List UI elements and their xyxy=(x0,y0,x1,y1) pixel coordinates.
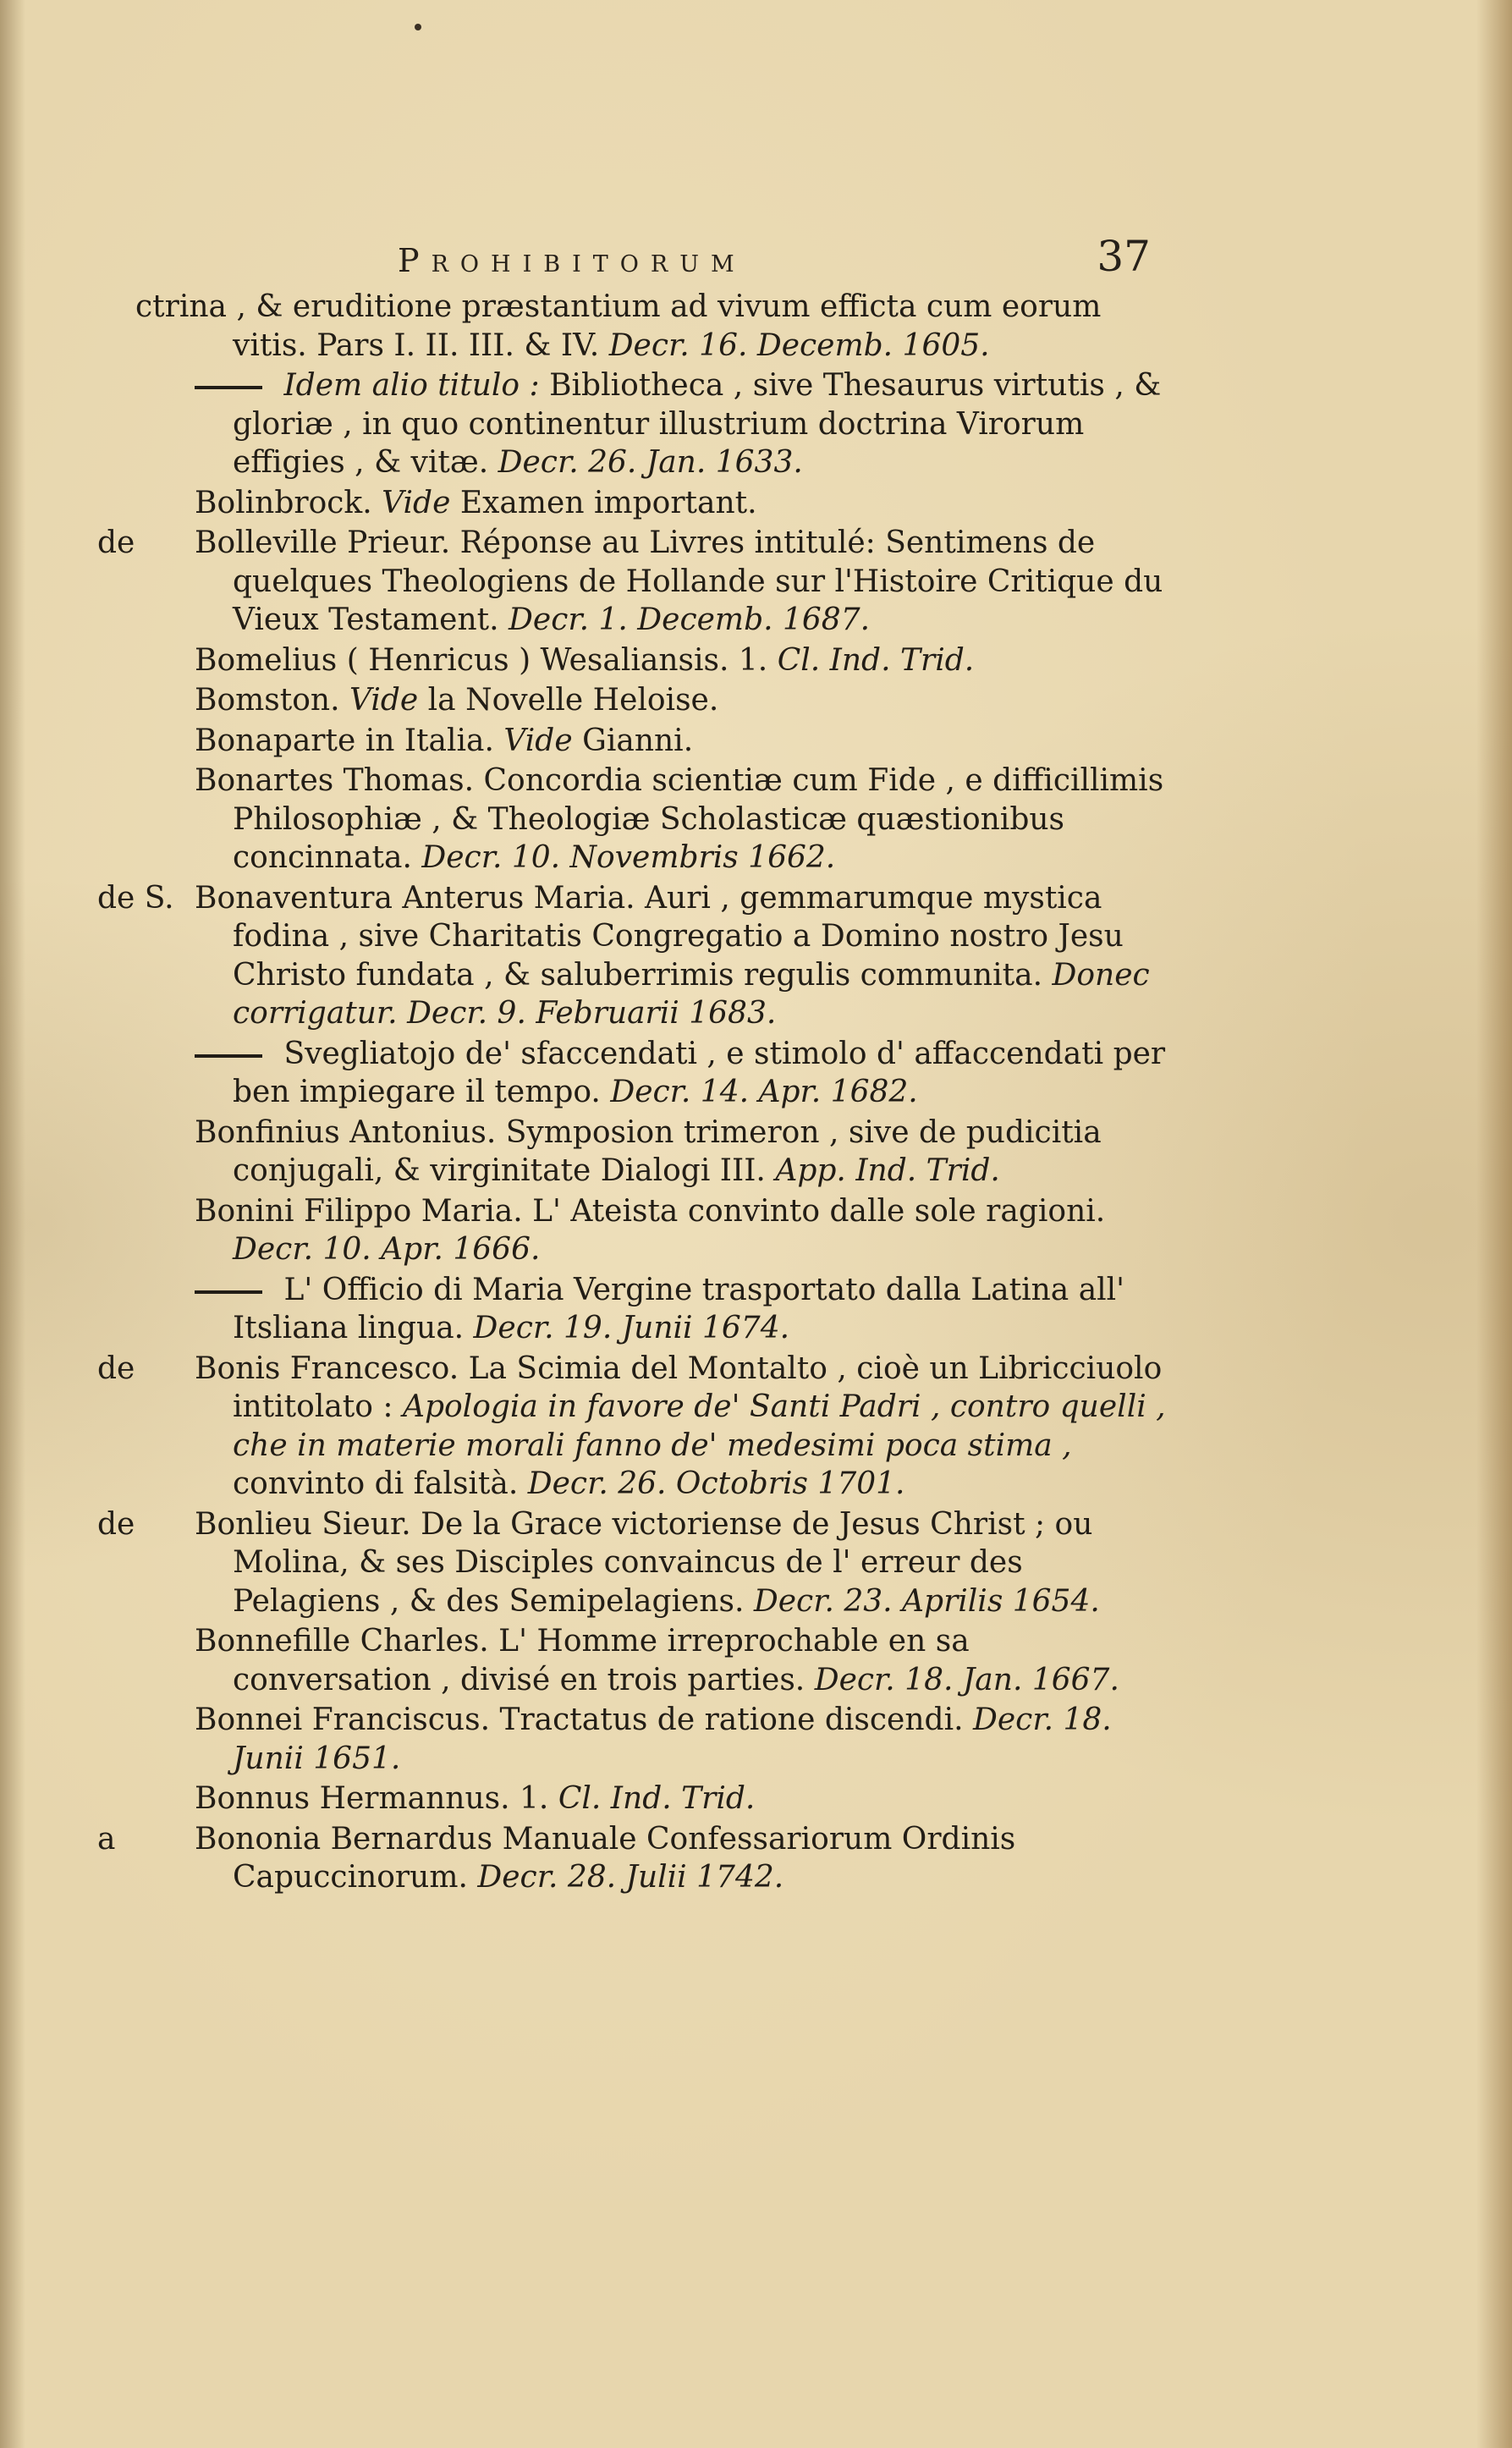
index-entry xyxy=(135,366,1176,482)
page-number: 37 xyxy=(1097,232,1151,281)
entry-prefix: de S. xyxy=(97,880,174,916)
entry-italic-text: Vide xyxy=(382,485,451,520)
entry-text: Bononia Bernardus Manuale Confessariorum Ordinis Capuccinorum. xyxy=(195,1821,1016,1895)
entry-text: L' Officio di Maria Vergine trasportato dalla Latina all' Itsliana lingua. xyxy=(233,1272,1125,1345)
ink-speck xyxy=(415,24,421,30)
entry-italic-text: Vide xyxy=(349,683,419,718)
entry-decree: Decr. 16. Decemb. 1605. xyxy=(608,327,990,363)
index-entry xyxy=(135,1271,1176,1348)
entry-decree: Decr. 19. Junii 1674. xyxy=(473,1311,790,1345)
index-entry xyxy=(135,1114,1176,1191)
entry-italic-text: Apologia in favore de' Santi Padri , contro quelli , che in materie morali fanno de' medesimi poca stima , xyxy=(233,1389,1166,1463)
entry-italic-text: Vide xyxy=(503,723,573,758)
entry-text: Bonnefille Charles. L' Homme irreprochable en sa conversation , divisé en trois parties. xyxy=(195,1624,970,1697)
index-entry xyxy=(97,1350,1176,1504)
entry-text: Bonnus Hermannus. 1. xyxy=(195,1781,549,1816)
index-entry xyxy=(135,641,1176,680)
entry-text: Bonis Francesco. La Scimia del Montalto , cioè un Libricciuolo intitolato : xyxy=(195,1351,1163,1424)
index-entry xyxy=(135,1192,1176,1269)
entry-text: Bonlieu Sieur. De la Grace victoriense de Jesus Christ ; ou Molina, & ses Disciples convaincus de l' erreur des Pelagiens , & des Semipelagiens. xyxy=(195,1506,1093,1619)
page-shadow-left xyxy=(0,0,25,2448)
index-entries xyxy=(97,288,1176,1899)
index-entry xyxy=(97,1505,1176,1621)
entry-text: Bomelius ( Henricus ) Wesaliansis. 1. xyxy=(195,642,768,678)
entry-text-2: Gianni. xyxy=(582,723,694,758)
entry-decree: Donec corrigatur. Decr. 9. Februarii 1683. xyxy=(233,957,1150,1031)
page-shadow-right xyxy=(1476,0,1512,2448)
entry-text: Bonartes Thomas. Concordia scientiæ cum Fide , e difficillimis Philosophiæ , & Theologiæ Scholasticæ quæstionibus concinnata. xyxy=(195,763,1164,875)
entry-text: Bonnei Franciscus. Tractatus de ratione discendi. xyxy=(195,1703,964,1737)
entry-text: Bonaventura Anterus Maria. Auri , gemmarumque mystica fodina , sive Charitatis Congregatio a Domino nostro Jesu Christo fundata , & saluberrimis regulis communita. xyxy=(195,880,1124,993)
entry-text: Bolinbrock. xyxy=(195,485,372,520)
entry-text-2: la Novelle Heloise. xyxy=(427,683,719,718)
index-entry xyxy=(97,524,1176,640)
entry-text: Svegliatojo de' sfaccendati , e stimolo d' affaccendati per ben impiegare il tempo. xyxy=(233,1036,1166,1109)
entry-text-2: convinto di falsità. xyxy=(233,1466,519,1501)
index-entry xyxy=(135,1622,1176,1699)
index-entry xyxy=(135,288,1176,365)
entry-prefix: de xyxy=(97,525,135,560)
entry-decree: Decr. 18. Junii 1651. xyxy=(233,1703,1112,1776)
entry-decree: Decr. 14. Apr. 1682. xyxy=(610,1075,918,1109)
entry-text: Bonini Filippo Maria. L' Ateista convinto dalle sole ragioni. xyxy=(195,1193,1106,1229)
entry-prefix: a xyxy=(97,1821,116,1857)
entry-decree: Decr. 18. Jan. 1667. xyxy=(814,1662,1119,1697)
entry-decree: Decr. 26. Jan. 1633. xyxy=(498,445,803,480)
index-entry xyxy=(97,879,1176,1033)
entry-text: Bibliotheca , sive Thesaurus virtutis , & gloriæ , in quo continentur illustrium doctrina Virorum effigies , & vitæ. xyxy=(233,368,1162,480)
entry-text: ctrina , & eruditione præstantium ad vivum efficta cum eorum vitis. Pars I. II. III. & IV. xyxy=(135,289,1102,363)
repeat-dash xyxy=(195,386,262,389)
index-entry xyxy=(135,1035,1176,1112)
entry-decree: Decr. 10. Novembris 1662. xyxy=(421,840,836,875)
entry-decree: Decr. 23. Aprilis 1654. xyxy=(753,1583,1100,1619)
repeat-dash xyxy=(195,1054,262,1058)
index-entry xyxy=(135,722,1176,761)
entry-decree: Cl. Ind. Trid. xyxy=(777,642,975,678)
entry-decree: Decr. 28. Julii 1742. xyxy=(477,1860,784,1895)
entry-decree: Decr. 1. Decemb. 1687. xyxy=(509,602,871,637)
page-header xyxy=(372,232,1151,294)
entry-text: Bonaparte in Italia. xyxy=(195,723,494,758)
entry-decree: Decr. 10. Apr. 1666. xyxy=(233,1232,541,1267)
repeat-dash xyxy=(195,1290,262,1294)
entry-text: Bolleville Prieur. Réponse au Livres intitulé: Sentimens de quelques Theologiens de Hollande sur l'Histoire Critique du Vieux Testament. xyxy=(195,525,1163,637)
running-title: Prohibitorum xyxy=(398,242,746,279)
entry-text: Bomston. xyxy=(195,683,340,718)
index-entry xyxy=(135,762,1176,877)
index-entry xyxy=(135,1701,1176,1778)
entry-prefix: de xyxy=(97,1351,135,1386)
entry-decree: Cl. Ind. Trid. xyxy=(558,1781,756,1816)
entry-italic-text: Idem alio titulo : xyxy=(283,368,540,403)
index-entry xyxy=(135,681,1176,720)
entry-text: Bonfinius Antonius. Symposion trimeron , sive de pudicitia conjugali, & virginitate Dialogi III. xyxy=(195,1114,1102,1188)
index-entry xyxy=(135,484,1176,523)
index-entry xyxy=(97,1820,1176,1897)
entry-decree: Decr. 26. Octobris 1701. xyxy=(527,1466,905,1501)
index-entry xyxy=(135,1780,1176,1818)
entry-decree: App. Ind. Trid. xyxy=(775,1153,1000,1188)
entry-text-2: Examen important. xyxy=(459,485,757,520)
entry-prefix: de xyxy=(97,1506,135,1542)
